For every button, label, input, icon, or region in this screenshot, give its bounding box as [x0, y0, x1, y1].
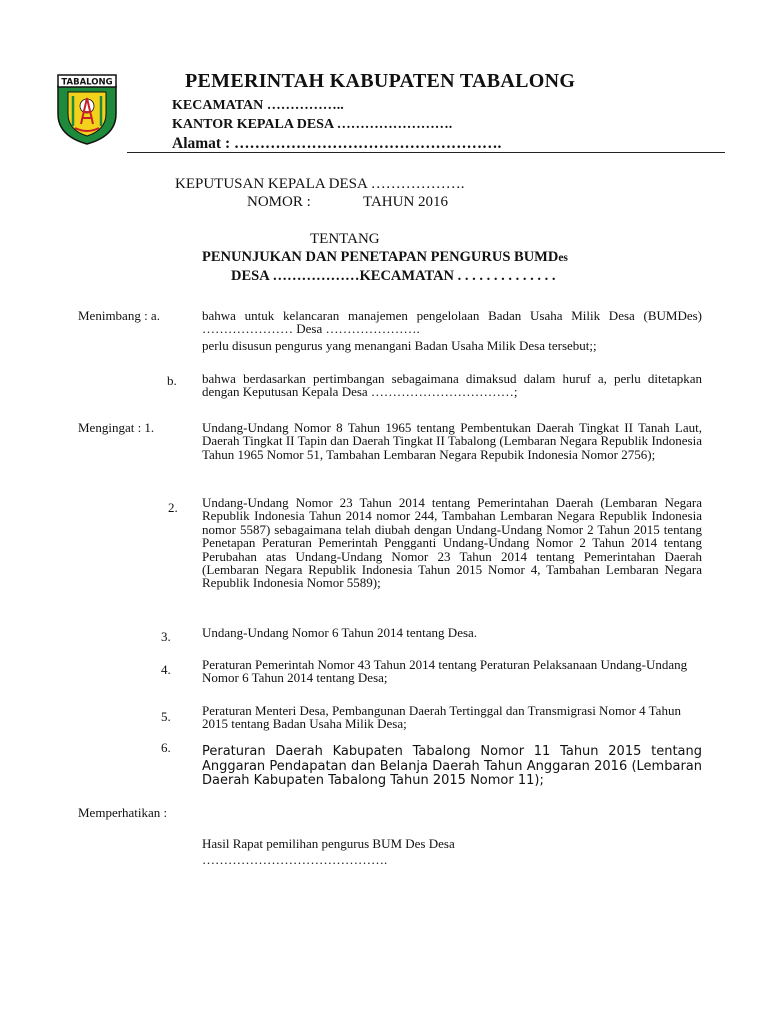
kantor-line: KANTOR KEPALA DESA ……………………. — [172, 117, 453, 132]
memperhatikan-dots: ……………………………………. — [202, 852, 388, 867]
header-divider — [127, 152, 725, 153]
mengingat-item-5: Peraturan Menteri Desa, Pembangunan Daerah Tertinggal dan Transmigrasi Nomor 4 Tahun 2015 tentang Badan Usaha Milik Desa; — [202, 703, 681, 732]
menimbang-b-text: bahwa berdasarkan pertimbangan sebagaimana dimaksud dalam huruf a, perlu ditetapkan dengan Keputusan Kepala Desa ……………………………; — [202, 371, 702, 400]
decree-title: KEPUTUSAN KEPALA DESA ………………. — [175, 176, 465, 192]
mengingat-item-1: Undang-Undang Nomor 8 Tahun 1965 tentang Pembentukan Daerah Tingkat II Tanah Laut, Daerah Tingkat II Tapin dan Daerah Tingkat II Tabalong (Lembaran Negara Republik Indonesia Tahun 1965 Nomor 51, Tambahan Lembaran Negara Repubik Indonesia Nomor 2756); — [202, 420, 702, 462]
menimbang-a-text: bahwa untuk kelancaran manajemen pengelolaan Badan Usaha Milik Desa (BUMDes) ………………… Desa …………………. — [202, 308, 702, 337]
menimbang-b-label: b. — [167, 373, 177, 388]
mengingat-item-2-number: 2. — [168, 500, 178, 515]
menimbang-a-text2: perlu disusun pengurus yang menangani Badan Usaha Milik Desa tersebut;; — [202, 338, 597, 353]
mengingat-item-3-number: 3. — [161, 629, 171, 644]
mengingat-item-5-number: 5. — [161, 709, 171, 724]
mengingat-item-2: Undang-Undang Nomor 23 Tahun 2014 tentang Pemerintahan Daerah (Lembaran Negara Republik Indonesia Tahun 2014 nomor 244, Tambahan Lembaran Negara Republik Indonesia nomor 5587) sebagaimana telah diubah dengan Undang-Undang Nomor 2 Tahun 2015 tentang Penetapan Peraturan Pemerintah Pengganti Undang-Undang Nomor 2 Tahun 2014 tentang Perubahan atas Undang-Undang Nomor 23 Tahun 2014 tentang Pemerintahan Daerah (Lembaran Negara Republik Indonesia Tahun 2015 Nomor 4, Tambahan Lembaran Negara Republik Indonesia Nomor 5589); — [202, 495, 702, 591]
decree-subject-line2: DESA ………………KECAMATAN . . . . . . . . . . . . . . — [231, 268, 556, 284]
decree-tahun: TAHUN 2016 — [363, 194, 449, 210]
kecamatan-line: KECAMATAN …………….. — [172, 98, 344, 113]
decree-subject-line1: PENUNJUKAN DAN PENETAPAN PENGURUS BUMDes — [202, 249, 568, 265]
logo-text: TABALONG — [61, 77, 113, 88]
memperhatikan-label: Memperhatikan : — [78, 805, 168, 820]
menimbang-label: Menimbang : a. — [78, 308, 160, 323]
mengingat-item-3: Undang-Undang Nomor 6 Tahun 2014 tentang Desa. — [202, 625, 478, 640]
mengingat-item-4-number: 4. — [161, 662, 171, 677]
tabalong-crest-icon — [55, 72, 119, 146]
decree-nomor: NOMOR : — [247, 194, 311, 210]
mengingat-label: Mengingat : 1. — [78, 420, 155, 435]
mengingat-item-6-number: 6. — [161, 740, 171, 755]
mengingat-item-6: Peraturan Daerah Kabupaten Tabalong Nomor 11 Tahun 2015 tentang Anggaran Pendapatan dan Belanja Daerah Tahun Anggaran 2016 (Lembaran Daerah Kabupaten Tabalong Tahun 2015 Nomor 11); — [202, 744, 702, 788]
alamat-line: Alamat : ……………………………………………. — [172, 135, 502, 152]
mengingat-item-4: Peraturan Pemerintah Nomor 43 Tahun 2014 tentang Peraturan Pelaksanaan Undang-Undang Nomor 6 Tahun 2014 tentang Desa; — [202, 657, 688, 686]
government-title: PEMERINTAH KABUPATEN TABALONG — [185, 70, 576, 92]
decree-tentang: TENTANG — [310, 231, 380, 247]
memperhatikan-text: Hasil Rapat pemilihan pengurus BUM Des Desa — [202, 836, 455, 851]
